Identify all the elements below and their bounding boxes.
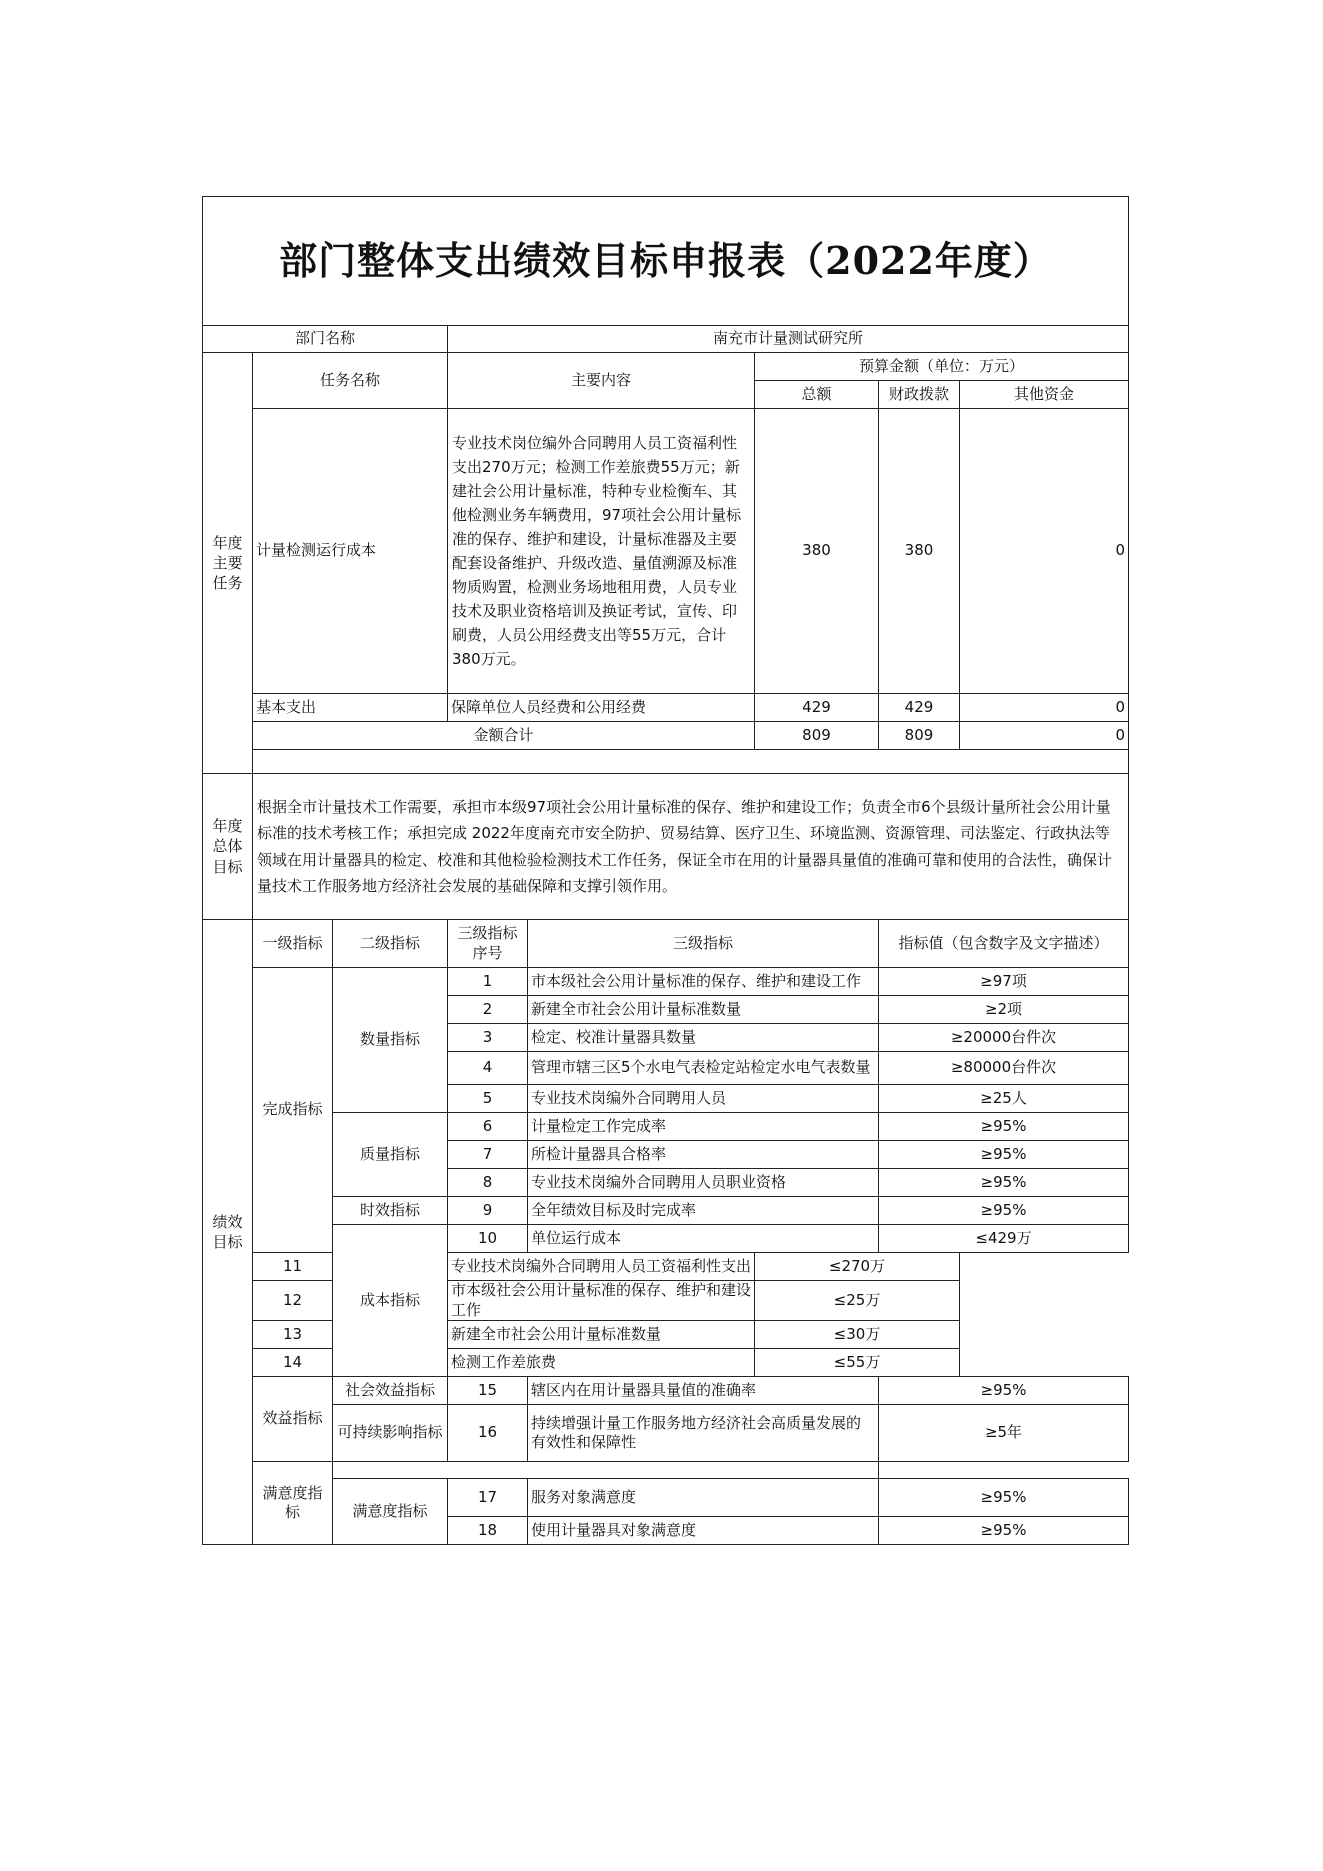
indicator-value: ≥2项 [879, 996, 1129, 1024]
indicator-no: 3 [448, 1024, 528, 1052]
indicator-value: ≤25万 [755, 1281, 960, 1321]
main-content-header: 主要内容 [448, 353, 755, 409]
level2-cell: 社会效益指标 [333, 1377, 448, 1405]
indicator-no: 9 [448, 1197, 528, 1225]
indicator-value: ≥20000台件次 [879, 1024, 1129, 1052]
indicator-no: 18 [448, 1517, 528, 1545]
indicator-name: 市本级社会公用计量标准的保存、维护和建设工作 [448, 1281, 755, 1321]
indicator-name: 持续增强计量工作服务地方经济社会高质量发展的有效性和保障性 [528, 1405, 879, 1462]
indicator-no: 7 [448, 1141, 528, 1169]
level2-cell: 质量指标 [333, 1113, 448, 1197]
annual-tasks-label: 年度主要任务 [203, 353, 253, 774]
spacer-row [253, 750, 1129, 774]
indicator-value: ≥25人 [879, 1085, 1129, 1113]
indicator-no: 16 [448, 1405, 528, 1462]
level3-no-header: 三级指标序号 [448, 920, 528, 968]
task-content-cell: 专业技术岗位编外合同聘用人员工资福利性支出270万元；检测工作差旅费55万元；新建社会公用计量标准，特种专业检衡车、其他检测业务车辆费用，97项社会公用计量标准的保存、维护和建设，计量标准器及主要配套设备维护、升级改造、量值溯源及标准物质购置，检测业务场地租用费，人员专业技术及职业资格培训及换证考试，宣传、印刷费，人员公用经费支出等55万元，合计380万元。 [448, 409, 755, 694]
indicator-value: ≥80000台件次 [879, 1052, 1129, 1085]
indicator-name: 检测工作差旅费 [448, 1349, 755, 1377]
level1-cell: 完成指标 [253, 968, 333, 1253]
task-fiscal-cell: 380 [879, 409, 960, 694]
indicator-name: 新建全市社会公用计量标准数量 [528, 996, 879, 1024]
task-name-header: 任务名称 [253, 353, 448, 409]
level1-header: 一级指标 [253, 920, 333, 968]
form-table [202, 196, 1129, 1545]
indicator-value-header: 指标值（包含数字及文字描述） [879, 920, 1129, 968]
total-header: 总额 [755, 381, 879, 409]
indicator-value: ≥5年 [879, 1405, 1129, 1462]
task-fiscal-cell: 429 [879, 694, 960, 722]
indicator-value: ≥95% [879, 1113, 1129, 1141]
indicator-no: 12 [253, 1281, 333, 1321]
annual-goal-label: 年度总体目标 [203, 774, 253, 920]
dept-name-label: 部门名称 [203, 326, 448, 353]
indicator-name: 新建全市社会公用计量标准数量 [448, 1321, 755, 1349]
fiscal-header: 财政拨款 [879, 381, 960, 409]
indicator-value: ≥95% [879, 1197, 1129, 1225]
performance-target-form [202, 196, 1128, 1545]
indicator-value: ≤429万 [879, 1225, 1129, 1253]
task-other-cell: 0 [960, 409, 1129, 694]
level2-cell: 可持续影响指标 [333, 1405, 448, 1462]
indicator-name: 使用计量器具对象满意度 [528, 1517, 879, 1545]
task-total-cell: 380 [755, 409, 879, 694]
dept-name-value: 南充市计量测试研究所 [448, 326, 1129, 353]
indicator-no: 2 [448, 996, 528, 1024]
form-title: 部门整体支出绩效目标申报表（2022年度） [203, 197, 1129, 326]
level2-header: 二级指标 [333, 920, 448, 968]
indicator-name: 所检计量器具合格率 [528, 1141, 879, 1169]
indicator-name: 辖区内在用计量器具量值的准确率 [528, 1377, 879, 1405]
indicator-value: ≥95% [879, 1377, 1129, 1405]
annual-goal-text: 根据全市计量技术工作需要，承担市本级97项社会公用计量标准的保存、维护和建设工作；负责全市6个县级计量所社会公用计量标准的技术考核工作；承担完成 2022年度南充市安全防护、贸易结算、医疗卫生、环境监测、资源管理、司法鉴定、行政执法等领域在用计量器具的检定、校准和其他检验检测技术工作任务，保证全市在用的计量器具量值的准确可靠和使用的合法性，确保计量技术工作服务地方经济社会发展的基础保障和支撑引领作用。 [253, 774, 1129, 920]
indicator-name: 专业技术岗编外合同聘用人员工资福利性支出 [448, 1253, 755, 1281]
indicator-no: 5 [448, 1085, 528, 1113]
spacer-cell [333, 1462, 879, 1479]
indicator-name: 单位运行成本 [528, 1225, 879, 1253]
sum-other: 0 [960, 722, 1129, 750]
task-name-cell: 基本支出 [253, 694, 448, 722]
sum-fiscal: 809 [879, 722, 960, 750]
indicator-value: ≤270万 [755, 1253, 960, 1281]
indicator-name: 专业技术岗编外合同聘用人员职业资格 [528, 1169, 879, 1197]
sum-label: 金额合计 [253, 722, 755, 750]
indicator-no: 4 [448, 1052, 528, 1085]
indicator-no: 6 [448, 1113, 528, 1141]
indicator-value: ≤55万 [755, 1349, 960, 1377]
budget-header: 预算金额（单位：万元） [755, 353, 1129, 381]
indicator-value: ≥95% [879, 1479, 1129, 1517]
task-name-cell: 计量检测运行成本 [253, 409, 448, 694]
indicator-value: ≥97项 [879, 968, 1129, 996]
indicator-value: ≥95% [879, 1141, 1129, 1169]
sum-total: 809 [755, 722, 879, 750]
indicator-no: 13 [253, 1321, 333, 1349]
task-other-cell: 0 [960, 694, 1129, 722]
indicator-name: 市本级社会公用计量标准的保存、维护和建设工作 [528, 968, 879, 996]
level3-header: 三级指标 [528, 920, 879, 968]
level2-cell: 满意度指标 [333, 1479, 448, 1545]
indicator-value: ≥95% [879, 1169, 1129, 1197]
indicator-name: 管理市辖三区5个水电气表检定站检定水电气表数量 [528, 1052, 879, 1085]
indicator-no: 1 [448, 968, 528, 996]
level1-cell: 效益指标 [253, 1377, 333, 1462]
level2-cell: 数量指标 [333, 968, 448, 1113]
indicator-name: 检定、校准计量器具数量 [528, 1024, 879, 1052]
indicator-name: 专业技术岗编外合同聘用人员 [528, 1085, 879, 1113]
indicator-no: 17 [448, 1479, 528, 1517]
indicator-no: 15 [448, 1377, 528, 1405]
indicator-name: 全年绩效目标及时完成率 [528, 1197, 879, 1225]
indicator-value: ≤30万 [755, 1321, 960, 1349]
level1-cell: 满意度指标 [253, 1462, 333, 1545]
level2-cell: 成本指标 [333, 1225, 448, 1377]
indicator-no: 14 [253, 1349, 333, 1377]
performance-goal-label: 绩效目标 [203, 920, 253, 1545]
indicator-no: 10 [448, 1225, 528, 1253]
indicator-name: 服务对象满意度 [528, 1479, 879, 1517]
indicator-name: 计量检定工作完成率 [528, 1113, 879, 1141]
indicator-no: 8 [448, 1169, 528, 1197]
indicator-value: ≥95% [879, 1517, 1129, 1545]
other-funds-header: 其他资金 [960, 381, 1129, 409]
task-content-cell: 保障单位人员经费和公用经费 [448, 694, 755, 722]
task-total-cell: 429 [755, 694, 879, 722]
level2-cell: 时效指标 [333, 1197, 448, 1225]
indicator-no: 11 [253, 1253, 333, 1281]
